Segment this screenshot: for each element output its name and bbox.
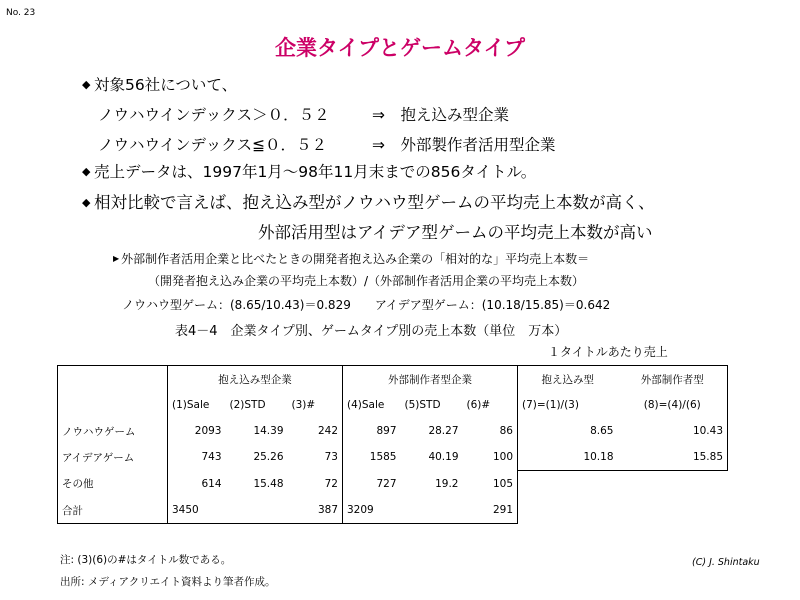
table-cell: 8.65: [518, 418, 618, 444]
definition-line3: ノウハウ型ゲーム：(8.65/10.43)＝0.829 アイデア型ゲーム：(10.18/15.85)＝0.642: [122, 298, 611, 312]
table-cell: 10.43: [618, 418, 728, 444]
subheader-cell: (7)=(1)/(3): [518, 392, 618, 418]
row-label: その他: [58, 471, 168, 498]
bullet-text: 対象56社について、: [94, 76, 238, 94]
table-cell: 25.26: [253, 451, 284, 464]
table-cell: 15.48: [253, 477, 284, 490]
table-row: [58, 471, 728, 498]
table-subcaption: １タイトルあたり売上: [548, 345, 668, 359]
header-inhouse-per-title: 抱え込み型: [518, 366, 618, 393]
table-cell: 614: [168, 471, 226, 498]
table-blank-cell: [58, 392, 168, 418]
slide-title: 企業タイプとゲームタイプ: [275, 36, 525, 60]
diamond-bullet-icon: ◆: [82, 196, 91, 209]
table-empty-cell: [618, 471, 728, 498]
table-cell: 3450: [168, 497, 226, 524]
table-row: [58, 444, 728, 471]
subheader-cell: (4)Sale: [343, 392, 401, 418]
table-row: [58, 418, 728, 444]
table-group-header-row: [58, 366, 728, 393]
sales-table: [57, 365, 728, 524]
row-label: 合計: [58, 497, 168, 524]
table-cell: 28.27: [428, 425, 459, 437]
knowhow-index-low-right: ⇒ 外部製作者活用型企業: [372, 136, 556, 154]
table-cell: 2093: [168, 418, 226, 444]
table-corner-cell: [58, 366, 168, 393]
subheader-cell: (3)#: [291, 399, 316, 411]
table-cell: 727: [343, 471, 401, 498]
table-cell: [226, 497, 288, 524]
row-label: ノウハウゲーム: [58, 418, 168, 444]
table-empty-cell: [518, 497, 618, 524]
subheader-cell: (2)STD: [229, 399, 266, 411]
table-cell: 19.2: [435, 477, 459, 490]
table-cell: 10.18: [518, 444, 618, 471]
table-caption: 表4－4 企業タイプ別、ゲームタイプ別の売上本数（単位 万本）: [175, 324, 568, 339]
table-row: [58, 497, 728, 524]
copyright-text: (C) J. Shintaku: [692, 557, 760, 568]
diamond-bullet-icon: ◆: [82, 78, 91, 91]
subheader-cell: (1)Sale: [168, 392, 226, 418]
table-empty-cell: [518, 471, 618, 498]
subheader-cell: (6)#: [466, 399, 491, 411]
header-inhouse-company: 抱え込み型企業: [168, 366, 343, 393]
table-cell: 291: [463, 497, 518, 524]
bullet-target-companies: [82, 73, 237, 95]
knowhow-index-low-left: ノウハウインデックス≦０．５２: [98, 136, 328, 154]
table-source: 出所: メディアクリエイト資料より筆者作成。: [60, 576, 276, 588]
header-external-per-title: 外部制作者型: [618, 366, 728, 393]
definition-line2: （開発者抱え込み企業の平均売上本数）/（外部制作者活用企業の平均売上本数）: [148, 274, 585, 288]
subheader-cell: (5)STD: [404, 399, 441, 411]
diamond-bullet-icon: ◆: [82, 165, 91, 178]
table-cell: 73: [324, 451, 338, 464]
table-cell: 72: [324, 477, 338, 490]
bullet-sales-data: [82, 160, 536, 182]
header-external-company: 外部制作者型企業: [343, 366, 518, 393]
table-empty-cell: [618, 497, 728, 524]
triangle-bullet-icon: ▶: [113, 254, 120, 263]
definition-line1: ▶ 外部制作者活用企業と比べたときの開発者抱え込み企業の「相対的な」平均売上本数＝: [113, 252, 590, 266]
row-label: アイデアゲーム: [58, 444, 168, 471]
table-note: 注: (3)(6)の#はタイトル数である。: [60, 554, 232, 566]
table-cell: 743: [168, 444, 226, 471]
table-cell: 1585: [343, 444, 401, 471]
table-cell: 387: [288, 497, 343, 524]
subheader-cell: (8)=(4)/(6): [618, 392, 728, 418]
bullet-relative-comparison: [82, 189, 655, 213]
table-cell: 242: [317, 425, 338, 437]
table-cell: [401, 497, 463, 524]
table-cell: 40.19: [428, 451, 459, 464]
table-cell: 100: [492, 451, 513, 464]
knowhow-index-high-right: ⇒ 抱え込み型企業: [372, 106, 509, 124]
slide-number: No. 23: [6, 8, 36, 18]
table-sub-header-row: [58, 392, 728, 418]
bullet-text: 相対比較で言えば、抱え込み型がノウハウ型ゲームの平均売上本数が高く、: [94, 193, 655, 212]
table-cell: 3209: [343, 497, 401, 524]
table-cell: 897: [343, 418, 401, 444]
table-cell: 14.39: [253, 425, 284, 437]
bullet-relative-comparison-cont: 外部活用型はアイデア型ゲームの平均売上本数が高い: [258, 223, 653, 242]
table-cell: 86: [499, 425, 513, 437]
bullet-text: 売上データは、1997年1月～98年11月末までの856タイトル。: [94, 163, 537, 181]
knowhow-index-high-left: ノウハウインデックス＞０．５２: [98, 106, 330, 124]
table-cell: 15.85: [618, 444, 728, 471]
table-cell: 105: [463, 471, 518, 498]
